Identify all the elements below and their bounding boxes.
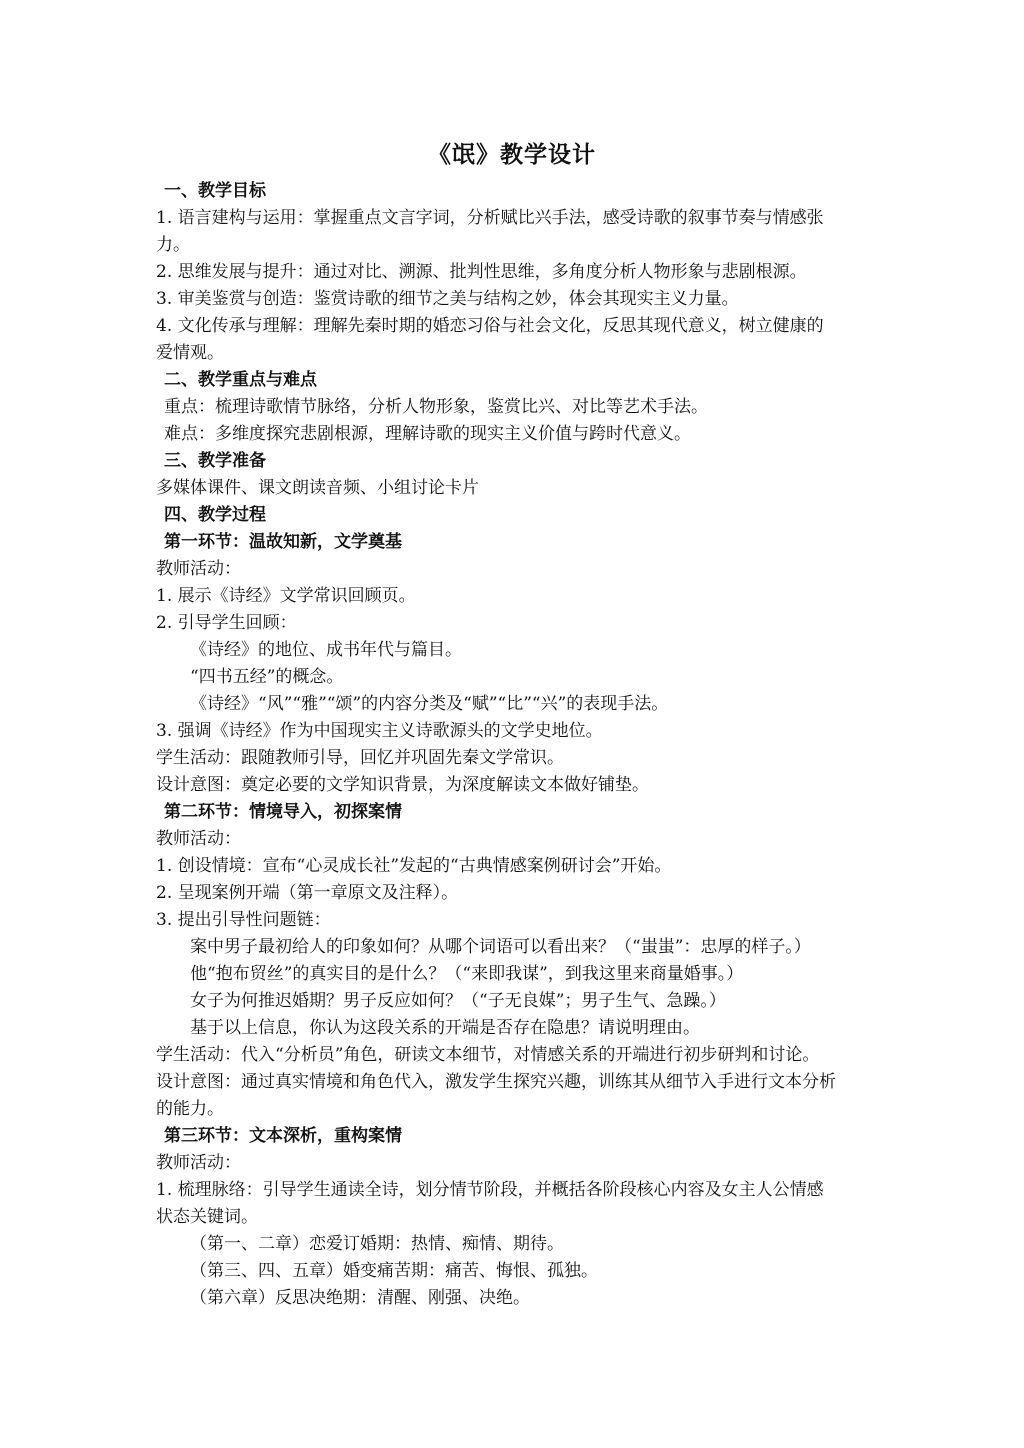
phase-2-design-intent-line2: 的能力。: [156, 1099, 224, 1119]
phase-2-question-2: 他“抱布贸丝”的真实目的是什么？（“来即我谋”，到我这里来商量婚事。）: [190, 964, 744, 984]
phase-3-stage-3: （第六章）反思决绝期：清醒、刚强、决绝。: [190, 1288, 530, 1308]
phase-1-step-3: 3. 强调《诗经》作为中国现实主义诗歌源头的文学史地位。: [156, 721, 603, 741]
phase-1-teacher-label: 教师活动：: [156, 559, 241, 579]
phase-2-step-2: 2. 呈现案例开端（第一章原文及注释）。: [156, 883, 459, 903]
phase-3-stage-2: （第三、四、五章）婚变痛苦期：痛苦、悔恨、孤独。: [190, 1261, 598, 1281]
phase-2-step-1: 1. 创设情境：宣布“心灵成长社”发起的“古典情感案例研讨会”开始。: [156, 856, 672, 876]
document-title: 《氓》教学设计: [428, 141, 596, 168]
phase-1-design-intent: 设计意图：奠定必要的文学知识背景，为深度解读文本做好铺垫。: [156, 775, 649, 795]
phase-3-heading: 第三环节：文本深析，重构案情: [164, 1126, 402, 1146]
phase-1-step-2-c: 《诗经》“风”“雅”“颂”的内容分类及“赋”“比”“兴”的表现手法。: [190, 694, 669, 714]
phase-3-step-1-line2: 状态关键词。: [156, 1207, 258, 1227]
section-heading-process: 四、教学过程: [164, 505, 266, 525]
phase-1-step-2-b: “四书五经”的概念。: [190, 667, 344, 687]
phase-2-step-3: 3. 提出引导性问题链：: [156, 910, 331, 930]
objective-1-line2: 力。: [156, 235, 190, 255]
phase-3-teacher-label: 教师活动：: [156, 1153, 241, 1173]
phase-2-question-3: 女子为何推迟婚期？男子反应如何？（“子无良媒”；男子生气、急躁。）: [190, 991, 726, 1011]
objective-1-line1: 1. 语言建构与运用：掌握重点文言字词，分析赋比兴手法，感受诗歌的叙事节奏与情感张: [156, 208, 824, 228]
phase-2-student-activity: 学生活动：代入“分析员”角色，研读文本细节，对情感关系的开端进行初步研判和讨论。: [156, 1045, 820, 1065]
phase-2-design-intent-line1: 设计意图：通过真实情境和角色代入，激发学生探究兴趣，训练其从细节入手进行文本分析: [156, 1072, 836, 1092]
objective-2: 2. 思维发展与提升：通过对比、溯源、批判性思维，多角度分析人物形象与悲剧根源。: [156, 262, 807, 282]
phase-1-step-2: 2. 引导学生回顾：: [156, 613, 297, 633]
preparation-text: 多媒体课件、课文朗读音频、小组讨论卡片: [156, 478, 479, 498]
phase-2-question-4: 基于以上信息，你认为这段关系的开端是否存在隐患？请说明理由。: [190, 1018, 700, 1038]
phase-1-step-1: 1. 展示《诗经》文学常识回顾页。: [156, 586, 416, 606]
phase-1-step-2-a: 《诗经》的地位、成书年代与篇目。: [190, 640, 462, 660]
objective-4-line1: 4. 文化传承与理解：理解先秦时期的婚恋习俗与社会文化，反思其现代意义，树立健康的: [156, 316, 824, 336]
section-heading-objectives: 一、教学目标: [164, 181, 266, 201]
phase-1-student-activity: 学生活动：跟随教师引导，回忆并巩固先秦文学常识。: [156, 748, 564, 768]
difficult-point: 难点：多维度探究悲剧根源，理解诗歌的现实主义价值与跨时代意义。: [164, 424, 691, 444]
phase-2-heading: 第二环节：情境导入，初探案情: [164, 802, 402, 822]
phase-2-question-1: 案中男子最初给人的印象如何？从哪个词语可以看出来？（“蚩蚩”：忠厚的样子。）: [190, 937, 811, 957]
phase-3-step-1-line1: 1. 梳理脉络：引导学生通读全诗，划分情节阶段，并概括各阶段核心内容及女主人公情感: [156, 1180, 824, 1200]
section-heading-preparation: 三、教学准备: [164, 451, 266, 471]
objective-3: 3. 审美鉴赏与创造：鉴赏诗歌的细节之美与结构之妙，体会其现实主义力量。: [156, 289, 739, 309]
phase-2-teacher-label: 教师活动：: [156, 829, 241, 849]
phase-3-stage-1: （第一、二章）恋爱订婚期：热情、痴情、期待。: [190, 1234, 564, 1254]
phase-1-heading: 第一环节：温故知新，文学奠基: [164, 532, 402, 552]
key-point: 重点：梳理诗歌情节脉络，分析人物形象，鉴赏比兴、对比等艺术手法。: [164, 397, 708, 417]
section-heading-key-points: 二、教学重点与难点: [164, 370, 317, 390]
objective-4-line2: 爱情观。: [156, 343, 224, 363]
